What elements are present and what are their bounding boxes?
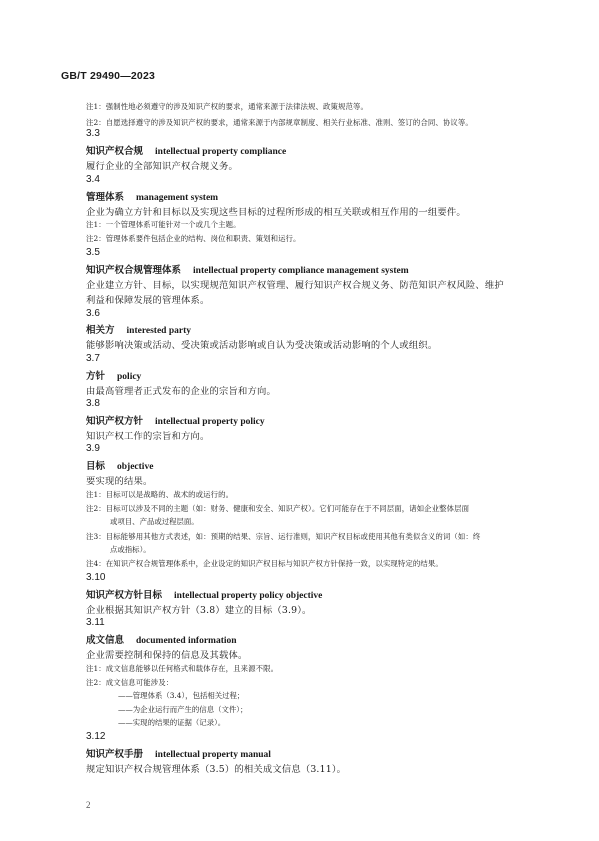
term-heading — [86, 322, 191, 336]
term-zh: 知识产权方针 — [86, 416, 144, 427]
clause-number: 3.9 — [86, 443, 100, 454]
term-heading — [86, 413, 265, 427]
term-heading — [86, 262, 409, 276]
note: 注3：目标能够用其他方式表述，如：预期的结果、宗旨、运行准则，知识产权目标或使用其他有类似含义的词（如：终 — [86, 532, 481, 541]
clause-number: 3.7 — [86, 353, 100, 364]
definition: 由最高管理者正式发布的企业的宗旨和方向。 — [86, 386, 276, 397]
clause-number: 3.12 — [86, 731, 106, 742]
definition: 能够影响决策或活动、受决策或活动影响或自认为受决策或活动影响的个人或组织。 — [86, 340, 438, 351]
standard-header: GB/T 29490—2023 — [61, 70, 156, 82]
note: 注2：管理体系要件包括企业的结构、岗位和职责、策划和运行。 — [86, 234, 301, 243]
term-en: intellectual property policy — [155, 417, 265, 427]
term-zh: 方针 — [86, 371, 106, 382]
note: 注2：成文信息可能涉及： — [86, 678, 174, 687]
definition: 企业根据其知识产权方针（3.8）建立的目标（3.9）。 — [86, 605, 312, 616]
definition: 要实现的结果。 — [86, 476, 153, 487]
term-heading — [86, 587, 322, 601]
term-heading — [86, 143, 286, 157]
term-heading — [86, 458, 153, 472]
term-heading — [86, 189, 218, 203]
clause-number: 3.8 — [86, 398, 100, 409]
note-continued: 或项目、产品或过程层面。 — [110, 517, 199, 526]
definition: 企业建立方针、目标，以实现规范知识产权管理、履行知识产权合规义务、防范知识产权风险、维护 — [86, 280, 504, 291]
term-en: management system — [136, 193, 219, 203]
term-zh: 目标 — [86, 461, 106, 472]
note: 注2：目标可以涉及不同的主题（如：财务、健康和安全、知识产权）。它们可能存在于不同层面，诸如企业整体层面 — [86, 504, 470, 513]
note-list-item: ——实现的结果的证据（记录）。 — [118, 718, 226, 727]
definition: 企业为确立方针和目标以及实现这些目标的过程所形成的相互关联或相互作用的一组要件。 — [86, 207, 466, 218]
term-heading — [86, 632, 237, 646]
definition: 履行企业的全部知识产权合规义务。 — [86, 161, 238, 172]
term-zh: 知识产权合规管理体系 — [86, 265, 182, 276]
clause-number: 3.6 — [86, 308, 100, 319]
term-heading — [86, 746, 271, 760]
note-continued: 点或指标）。 — [110, 545, 151, 554]
note: 注1：成文信息能够以任何格式和载体存在，且来源不限。 — [86, 664, 279, 673]
term-zh: 知识产权合规 — [86, 146, 144, 157]
term-zh: 知识产权手册 — [86, 749, 144, 760]
clause-number: 3.5 — [86, 247, 100, 258]
term-en: documented information — [136, 636, 237, 646]
term-en: intellectual property compliance — [155, 147, 287, 157]
definition: 知识产权工作的宗旨和方向。 — [86, 431, 210, 442]
note-list-item: ——为企业运行而产生的信息（文件）； — [118, 705, 248, 714]
note: 注1：强制性地必须遵守的涉及知识产权的要求，通常来源于法律法规、政策规范等。 — [86, 102, 368, 111]
definition-continued: 利益和保障发展的管理体系。 — [86, 295, 210, 306]
term-zh: 管理体系 — [86, 192, 125, 203]
term-en: policy — [117, 372, 142, 382]
term-zh: 相关方 — [86, 325, 115, 336]
note: 注2：自愿选择遵守的涉及知识产权的要求，通常来源于内部规章制度、相关行业标准、准则、签订的合同、协议等。 — [86, 118, 473, 127]
term-zh: 成文信息 — [86, 635, 125, 646]
clause-number: 3.3 — [86, 128, 100, 139]
term-en: intellectual property manual — [155, 750, 271, 760]
clause-number: 3.11 — [86, 617, 105, 628]
note-list-item: ——管理体系（3.4），包括相关过程； — [118, 691, 245, 700]
term-en: intellectual property policy objective — [174, 591, 323, 601]
term-zh: 知识产权方针目标 — [86, 590, 163, 601]
definition: 企业需要控制和保持的信息及其载体。 — [86, 650, 248, 661]
clause-number: 3.4 — [86, 174, 100, 185]
term-heading — [86, 368, 141, 382]
note: 注4：在知识产权合规管理体系中，企业设定的知识产权目标与知识产权方针保持一致，以实现特定的结果。 — [86, 559, 443, 568]
note: 注1：一个管理体系可能针对一个或几个主题。 — [86, 220, 241, 229]
note: 注1：目标可以是战略的、战术的或运行的。 — [86, 490, 234, 499]
page-number: 2 — [86, 800, 91, 810]
clause-number: 3.10 — [86, 572, 106, 583]
term-en: objective — [117, 462, 154, 472]
definition: 规定知识产权合规管理体系（3.5）的相关成文信息（3.11）。 — [86, 764, 347, 775]
term-en: interested party — [126, 326, 191, 336]
term-en: intellectual property compliance management system — [193, 266, 409, 276]
